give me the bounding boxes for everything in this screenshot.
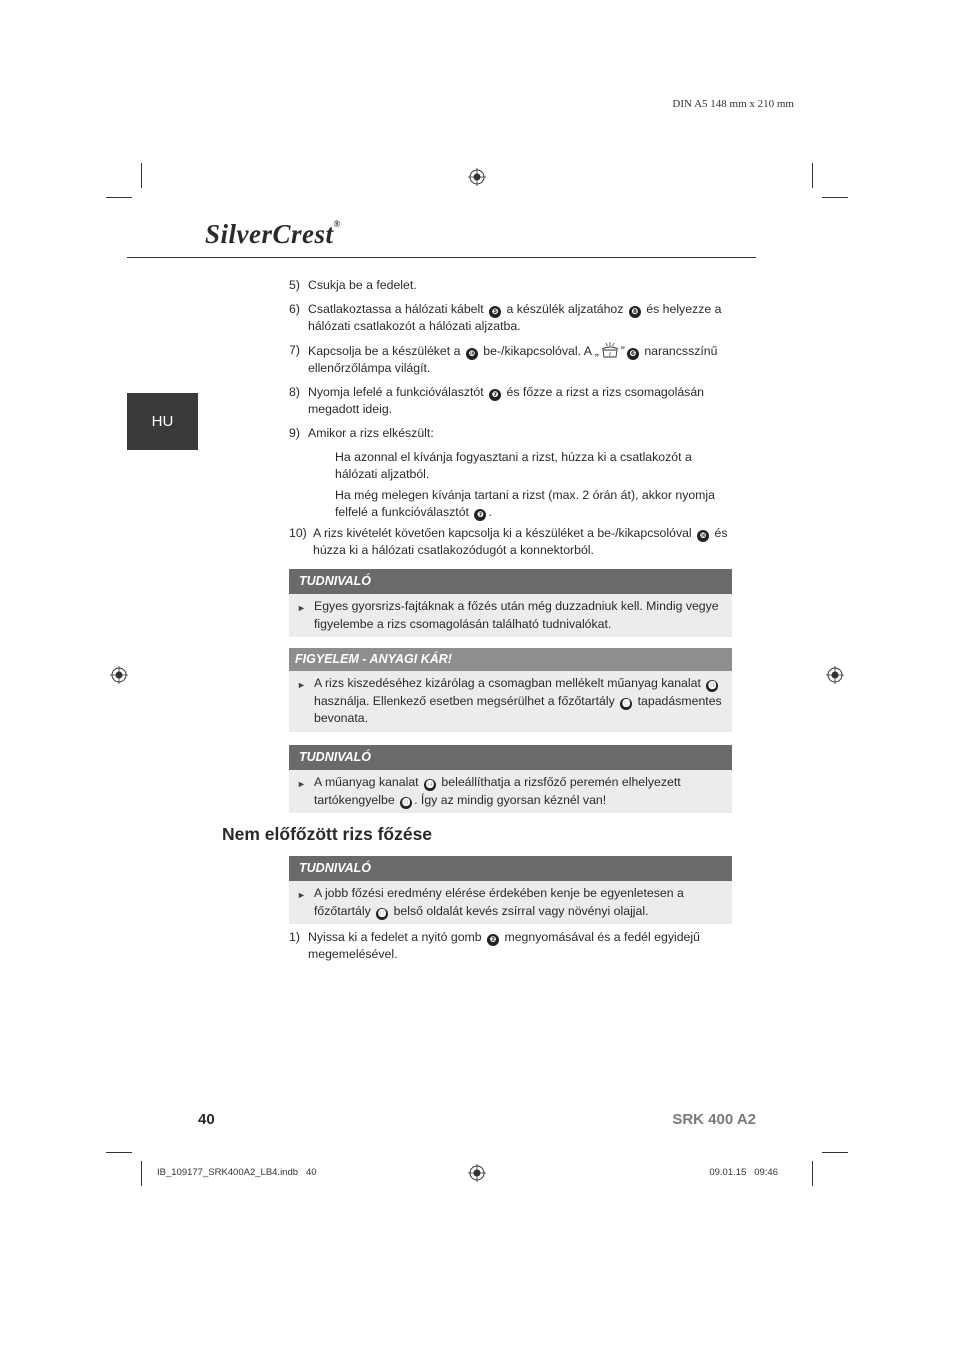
ref-number-badge: ❺ xyxy=(489,306,501,318)
step-text: Nyomja lefelé a funkcióválasztót xyxy=(308,385,488,399)
notice-title: TUDNIVALÓ xyxy=(289,856,732,881)
notice-text: Egyes gyorsrizs-fajtáknak a főzés után még duzzadniuk kell. Mindig vegye figyelembe a rizs csomagolásán található tudnivalókat. xyxy=(314,599,719,631)
bullet-arrow-icon: ► xyxy=(297,890,306,900)
step-text: Amikor a rizs elkészült: xyxy=(308,426,434,440)
registered-mark: ® xyxy=(333,219,341,229)
crop-mark xyxy=(812,163,813,188)
sub-item xyxy=(289,487,731,521)
model-number: SRK 400 A2 xyxy=(672,1111,756,1128)
step-number: 6) xyxy=(289,302,300,316)
ref-number-badge: ❿ xyxy=(697,530,709,542)
notice-text: beleállíthatja a rizsfőző peremén elhelyezett tartókengyelbe xyxy=(314,775,681,807)
step-text: Csatlakoztassa a hálózati kábelt xyxy=(308,302,488,316)
registration-mark-icon xyxy=(468,168,486,186)
step-text: Csukja be a fedelet. xyxy=(308,278,417,292)
logo-text: SilverCrest xyxy=(205,219,334,249)
notice-body xyxy=(289,881,732,924)
steps-list-bottom xyxy=(289,929,731,963)
registration-mark-icon xyxy=(110,666,128,684)
print-date-time: 09.01.15 09:46 xyxy=(709,1167,778,1178)
step-number: 9) xyxy=(289,426,300,440)
registration-mark-icon xyxy=(826,666,844,684)
sub-item-text: Ha még melegen kívánja tartani a rizst (max. 2 órán át), akkor nyomja felfelé a funkcióválasztót xyxy=(335,488,715,519)
header-rule xyxy=(127,257,756,258)
step-text: és húzza ki a hálózati csatlakozódugót a konnektorból. xyxy=(313,526,728,557)
step-text: Nyissa ki a fedelet a nyitó gomb xyxy=(308,930,486,944)
din-format-label: DIN A5 148 mm x 210 mm xyxy=(672,98,794,110)
step-number: 7) xyxy=(289,343,300,357)
notice-text: A jobb főzési eredmény elérése érdekében kenje be egyenletesen a főzőtartály xyxy=(314,886,684,918)
notice-box xyxy=(289,745,732,813)
notice-body xyxy=(289,594,732,637)
step-text: be-/kikapcsolóval. A „ xyxy=(479,344,599,358)
step-text: és főzze a rizst a rizs csomagolásán megadott ideig. xyxy=(308,385,705,416)
notice-title: TUDNIVALÓ xyxy=(289,569,732,594)
step-text: A rizs kivételét követően kapcsolja ki a készüléket a be-/kikapcsolóval xyxy=(313,526,696,540)
ref-number-badge: ⓬ xyxy=(622,698,631,708)
step-text: a készülék aljzatához xyxy=(503,302,627,316)
notice-text: . Így az mindig gyorsan kéznél van! xyxy=(414,792,607,807)
section-title: Nem előfőzött rizs főzése xyxy=(222,824,433,844)
step-7 xyxy=(289,342,731,377)
registration-mark-icon xyxy=(468,1164,486,1182)
step-text: és helyezze a hálózati csatlakozót a hálózati aljzatba. xyxy=(308,302,722,333)
step-number: 8) xyxy=(289,385,300,399)
page-number: 40 xyxy=(198,1111,215,1128)
bullet-arrow-icon: ► xyxy=(297,603,306,613)
steps-list-top xyxy=(289,277,731,559)
bullet-arrow-icon: ► xyxy=(297,680,306,690)
step-number: 10) xyxy=(289,526,307,540)
notice-box xyxy=(289,569,732,637)
notice-title: TUDNIVALÓ xyxy=(289,745,732,770)
svg-text:ℓ: ℓ xyxy=(608,352,611,358)
sub-item-text: . xyxy=(488,505,492,519)
warning-text: használja. Ellenkező esetben megsérülhet a főzőtartály xyxy=(314,693,619,708)
file-info: IB_109177_SRK400A2_LB4.indb 40 xyxy=(157,1167,317,1178)
crop-mark xyxy=(822,1152,848,1153)
crop-mark xyxy=(822,197,848,198)
warning-body xyxy=(289,671,732,732)
step-5 xyxy=(289,277,731,294)
sub-item xyxy=(289,449,731,483)
crop-mark xyxy=(106,1152,132,1153)
ref-number-badge: ❻ xyxy=(627,348,639,360)
step-8 xyxy=(289,384,731,418)
notice-text: belső oldalát kevés zsírral vagy növényi olajjal. xyxy=(390,903,649,918)
crop-mark xyxy=(141,163,142,188)
notice-text: A műanyag kanalat xyxy=(314,775,423,789)
step-10 xyxy=(289,525,731,559)
step-6 xyxy=(289,301,731,335)
step-text: ” xyxy=(620,344,625,358)
ref-number-badge: ⓬ xyxy=(378,908,387,918)
crop-mark xyxy=(141,1161,142,1186)
ref-number-badge: ❷ xyxy=(487,934,499,946)
notice-box xyxy=(289,856,732,924)
warning-text: tapadásmentes bevonata. xyxy=(314,693,722,725)
ref-number-badge: ❿ xyxy=(466,348,478,360)
silvercrest-logo xyxy=(205,219,341,250)
step-number: 1) xyxy=(289,930,300,944)
crop-mark xyxy=(106,197,132,198)
step-1 xyxy=(289,929,731,963)
ref-number-badge: ❼ xyxy=(474,509,486,521)
step-text: megnyomásával és a fedél egyidejű megemelésével. xyxy=(308,930,700,961)
step-9 xyxy=(289,425,731,442)
language-tab: HU xyxy=(127,393,198,450)
sub-item-text: Ha azonnal el kívánja fogyasztani a rizst, húzza ki a csatlakozót a hálózati aljzatból. xyxy=(335,450,692,481)
warning-box xyxy=(289,648,732,732)
crop-mark xyxy=(812,1161,813,1186)
ref-number-badge: ❼ xyxy=(489,389,501,401)
ref-number-badge: ❽ xyxy=(629,306,641,318)
warning-text: A rizs kiszedéséhez kizárólag a csomagban mellékelt műanyag kanalat xyxy=(314,676,705,690)
step-text: narancsszínű ellenőrzőlámpa világít. xyxy=(308,344,718,375)
step-number: 5) xyxy=(289,278,300,292)
warning-title: FIGYELEM - ANYAGI KÁR! xyxy=(289,648,732,671)
bullet-arrow-icon: ► xyxy=(297,779,306,789)
step-text: Kapcsolja be a készüléket a xyxy=(308,344,464,358)
ref-number-badge: ⓫ xyxy=(402,797,411,807)
keep-warm-pot-icon xyxy=(599,342,621,358)
ref-number-badge: ⓮ xyxy=(426,780,435,789)
notice-body xyxy=(289,770,732,813)
ref-number-badge: ⓮ xyxy=(708,681,717,690)
